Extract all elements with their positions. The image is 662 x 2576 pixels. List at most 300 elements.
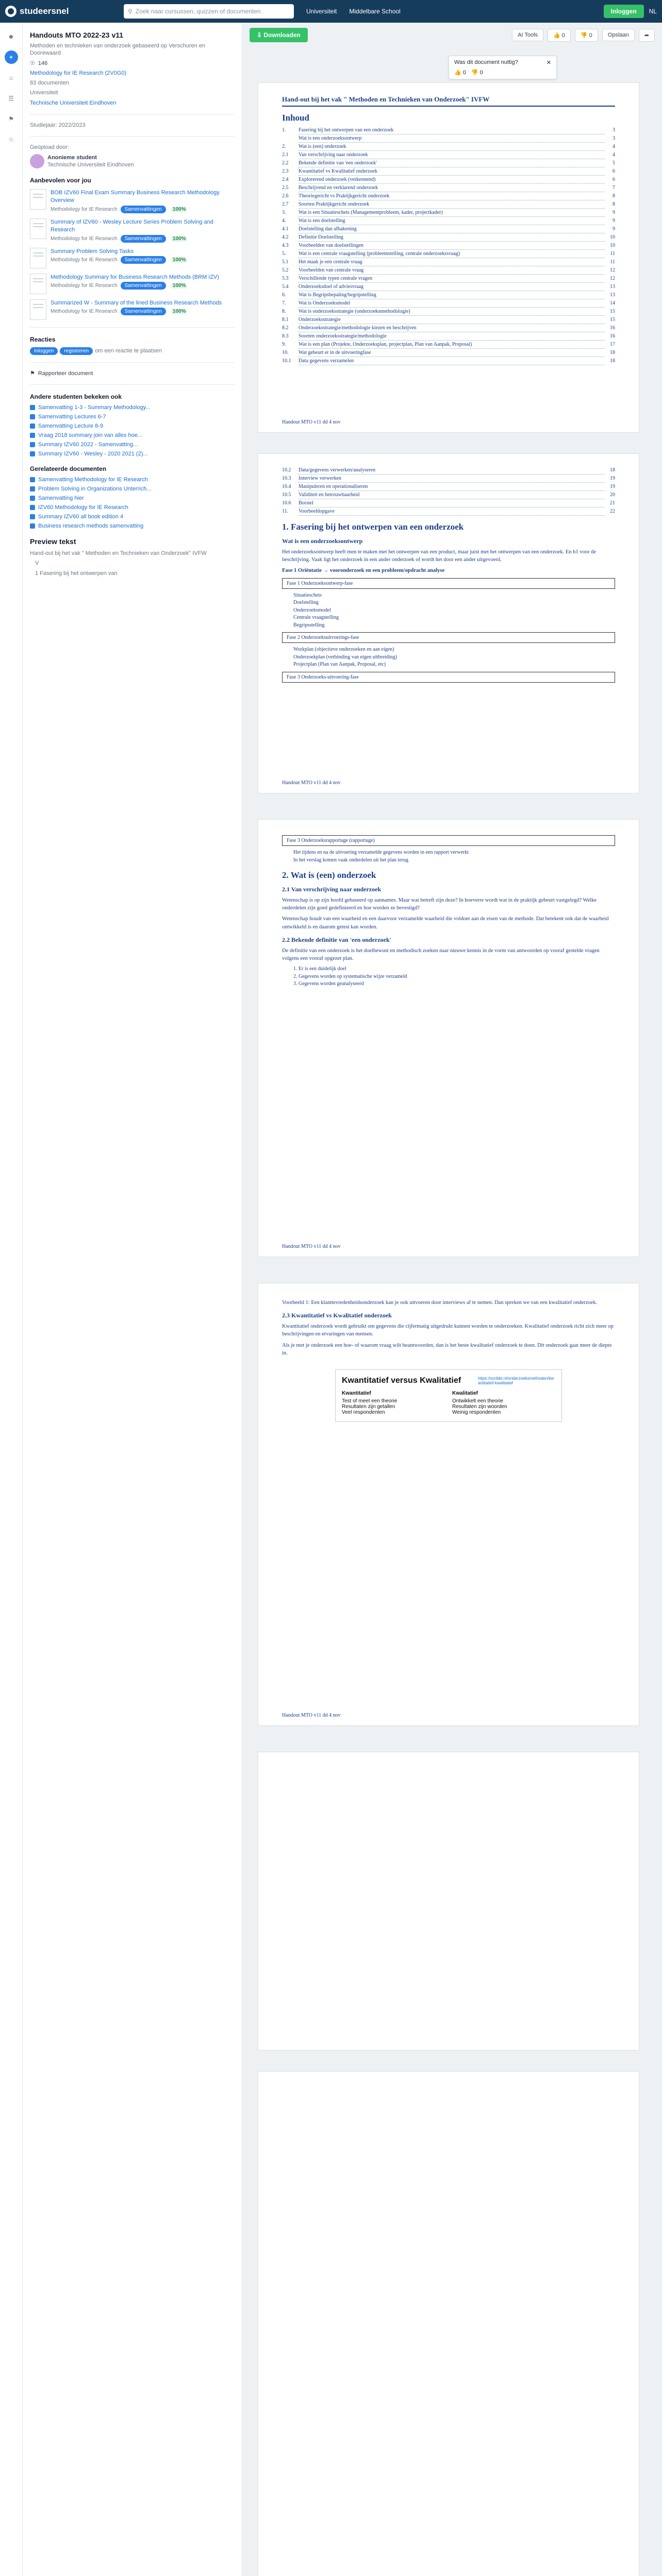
toc-page: 7 [613, 185, 615, 191]
recommended-rating: 100% [171, 309, 188, 314]
document-page-1 [258, 82, 639, 433]
toc-page: 13 [610, 292, 615, 298]
brand-logo[interactable] [5, 6, 119, 17]
avatar [30, 154, 44, 168]
recommended-course: Methodology for IE Research [51, 235, 118, 242]
toc-title: Kwantitatief vs Kwalitatief onderzoek [299, 167, 605, 176]
phase-item: Centrale vraagstelling [293, 615, 339, 621]
recommended-meta [51, 256, 187, 264]
document-icon [30, 442, 35, 447]
uploader [30, 154, 235, 169]
recommended-item[interactable] [30, 248, 235, 268]
toc-number [282, 134, 299, 143]
document-icon [30, 496, 35, 501]
phase-box: Fase 1 Onderzoeksontwerp-fase [282, 578, 615, 589]
phase-box: Fase 2 Onderzoeksuitvoerings-fase [282, 632, 615, 643]
star-icon[interactable]: ☆ [8, 136, 14, 143]
popup-dislike[interactable]: 👎 0 [471, 70, 483, 76]
toc-row[interactable] [282, 258, 615, 266]
study-year: Studiejaar: 2022/2023 [30, 122, 86, 129]
toc-row[interactable] [282, 283, 615, 291]
paragraph: Het onderzoeksontwerp heeft men te maken met het ontwerpen van een product, maar juist met het ontwerpen van een onderzoek. En h1 voor de beschrijving. Vaak ligt het onderzoek in een ander onderzoek of wordt het door een ander uitgevoerd. [282, 549, 597, 563]
list-item: 3. Gegevens worden geanalyseerd [293, 981, 364, 987]
toc-title: Borstel [299, 499, 605, 507]
toc-row[interactable] [282, 250, 615, 258]
share-button[interactable] [639, 29, 655, 42]
document-icon [30, 423, 35, 429]
other-doc-link[interactable] [30, 404, 235, 411]
document-page-4 [258, 1283, 639, 1726]
recommended-rating: 100% [171, 236, 188, 242]
preview-item: 1 Fasering bij het ontwerpen van [35, 570, 118, 577]
paragraph: Wetenschap houdt van een waarheid en een daarvoor verzamelde waarheid die voldoet aan de eisen van de methode. Dat betekent ook dat de waarheid ontwikkeld is en daarom getest kan worden. [282, 916, 609, 930]
paragraph: Wetenschap is op zijn hoofd gebaseerd op aannames. Maar wat betreft zijn deze? In hoeverre wordt wat in de praktijk gebeurt vastgelegd? Welke onderdelen zijn goed gedefinieerd en hoe worden ze bevestigd? [282, 897, 597, 911]
toc-page: 17 [610, 342, 615, 347]
toc-title: Fasering bij het ontwerpen van een onderzoek [299, 126, 605, 134]
figure-link[interactable]: https://scribbr.nl/onderzoeksmethoden/kwantitatief-kwalitatief [478, 1376, 554, 1386]
brand-name: studeersnel [20, 6, 69, 16]
page-footer: Handout MTO v11 dd 4 nov [282, 780, 341, 786]
toc-row[interactable] [282, 225, 615, 233]
toc-row[interactable] [282, 491, 615, 499]
toc-row[interactable] [282, 151, 615, 159]
toc-page: 14 [610, 300, 615, 306]
toc-page: 12 [610, 276, 615, 281]
toc-row[interactable] [282, 466, 615, 474]
course-docs: 83 documenten [30, 80, 69, 87]
subsection-heading: 2.2 Bekende definitie van 'een onderzoek' [282, 936, 391, 943]
toc-number: 5.4 [282, 284, 289, 290]
recommended-course: Methodology for IE Research [51, 257, 118, 263]
other-list [30, 404, 235, 457]
university-link[interactable]: Technische Universiteit Eindhoven [30, 99, 117, 106]
related-doc-link[interactable] [30, 504, 235, 511]
toc-row[interactable] [282, 324, 615, 332]
views-icon: ☉ [30, 60, 35, 66]
toc-number: 10.1 [282, 358, 291, 364]
document-icon [30, 451, 35, 456]
toc-title: Soorten Praktijkgericht onderzoek [299, 200, 605, 209]
close-icon[interactable]: ✕ [546, 60, 551, 66]
toc-page: 22 [610, 509, 615, 514]
toc-row[interactable] [282, 134, 615, 143]
toc-row[interactable] [282, 266, 615, 275]
related-doc-link-label: Summary IZV60 all book edition 4 [38, 513, 124, 520]
toc-number: 2.6 [282, 193, 289, 199]
column-item: Test of meet een theorie [342, 1398, 398, 1404]
toc-page: 15 [610, 309, 615, 314]
column-heading: Kwalitatief [452, 1391, 478, 1397]
section-heading: 2. Wat is (een) onderzoek [282, 870, 376, 880]
recommended-meta [51, 308, 222, 315]
toc-page: 19 [610, 476, 615, 481]
toc-title: Soorten onderzoeksstrategie/methodologie [299, 332, 605, 341]
document-thumbnail [30, 299, 46, 320]
related-doc-link[interactable] [30, 523, 235, 529]
toc-row[interactable] [282, 167, 615, 176]
toc-page: 16 [610, 325, 615, 331]
document-page-5 [258, 2071, 639, 2576]
toc-row[interactable] [282, 299, 615, 308]
document-icon [30, 405, 35, 410]
preview-text: Hand-out bij het vak " Methoden en Technieken van Onderzoek" IVFW [30, 550, 207, 556]
toc-row[interactable] [282, 192, 615, 200]
helpful-popup [449, 56, 557, 79]
recommended-title[interactable]: Summary Problem Solving Tasks [51, 248, 134, 255]
phase-1: Fase 1 Oriëntatie → vooronderzoek en een probleem/opdracht analyse [282, 568, 445, 574]
toc-number: 2. [282, 144, 286, 149]
other-doc-link[interactable] [30, 423, 235, 429]
toc-number: 7. [282, 300, 286, 306]
related-doc-link-label: Samenvatting hier [38, 495, 84, 501]
toc-row[interactable] [282, 242, 615, 250]
add-icon[interactable]: + [5, 50, 18, 64]
toc-number: 8.3 [282, 333, 289, 339]
toc-title: Onderzoeksdoel of adviesvraag [299, 283, 605, 291]
paragraph: Voorbeeld 1: Een klanttevredenheidsonderzoek kan je ook uitvoeren door interviews af te nemen. Dan spreken we van een kwalitatief onderzoek. [282, 1300, 598, 1306]
phase-item: Workplan (objectieve onderzoeken en aan eigen) [293, 647, 394, 653]
toc-row[interactable] [282, 275, 615, 283]
page-footer: Handout MTO v11 dd 4 nov [282, 1713, 341, 1718]
nav-high-school[interactable]: Middelbare School [349, 8, 401, 15]
recommended-rating: 100% [171, 257, 188, 263]
document-icon [30, 523, 35, 529]
top-bar [0, 0, 662, 23]
uploader-name: Anonieme student [47, 154, 97, 161]
toc-row[interactable] [282, 184, 615, 192]
popup-question: Was dit document nuttig? [454, 59, 518, 65]
table-of-contents-continued [282, 466, 615, 516]
toc-title: Data/gegevens verwerken/analyseren [299, 466, 605, 474]
toc-page: 6 [613, 168, 615, 174]
document-thumbnail [30, 274, 46, 294]
toc-title: Voorbeelden van centrale vraag [299, 266, 605, 275]
toc-title: Wat is een centrale vraagstelling (probleemstelling, centrale onderzoeksvraag) [299, 250, 605, 258]
related-heading: Gerelateerde documenten [30, 465, 107, 472]
thumbs-down-icon: 👎 [471, 70, 480, 76]
phase-item: Projectplan (Plan van Aanpak, Proposal, etc) [293, 662, 386, 668]
page-footer: Handout MTO v11 dd 4 nov [282, 1244, 341, 1249]
toc-row[interactable] [282, 507, 615, 516]
popup-like[interactable]: 👍 0 [454, 70, 466, 76]
recommended-item[interactable] [30, 299, 235, 320]
profile-icon[interactable]: ☻ [8, 33, 14, 40]
toc-title: Verschillende typen centrale vragen [299, 275, 605, 283]
toc-title: Wat gebeurt er in de uitvoeringfase [299, 349, 605, 357]
toc-row[interactable] [282, 217, 615, 225]
bullet: In het verslag komen vaak onderdelen uit het plan terug [293, 857, 408, 863]
reactions-note: om een reactie te plaatsen [95, 347, 162, 354]
report-button[interactable]: ⚑ Rapporteer document [30, 370, 93, 377]
bullet: Het tijdens en na de uitvoering verzamelde gegevens worden in een rapport verwerkt [293, 850, 469, 855]
other-doc-link-label: Vraag 2018 summary join van alles hoe... [38, 432, 142, 438]
ad-slot [258, 1752, 639, 2050]
recommended-tag: Samenvattingen [121, 282, 166, 290]
document-thumbnail [30, 189, 46, 210]
flag-icon: ⚑ [30, 370, 35, 377]
toc-row[interactable] [282, 159, 615, 167]
related-doc-link[interactable] [30, 495, 235, 501]
ai-tools-button[interactable]: AI Tools [512, 29, 543, 41]
thumbs-up-icon: 👍 [454, 70, 463, 76]
toc-title: Bekende definitie van 'een onderzoek' [299, 159, 605, 167]
document-icon [30, 514, 35, 519]
toc-title: Onderzoeksstrategie/methodologie kiezen en beschrijven [299, 324, 605, 332]
paragraph: Kwantitatief onderzoek wordt gebruikt om gegevens die cijfermatig uitgedrukt kunnen worden te onderzoeken. Kwalitatief onderzoek richt zich meer op beschrijvingen en ervaringen van mensen. [282, 1324, 614, 1337]
toc-page: 5 [613, 160, 615, 166]
toc-row[interactable] [282, 357, 615, 365]
nav-university[interactable]: Universiteit [306, 8, 337, 15]
recommended-item[interactable] [30, 189, 235, 213]
toc-row[interactable] [282, 341, 615, 349]
book-icon[interactable]: ☰ [8, 95, 14, 102]
toc-number: 6. [282, 292, 286, 298]
paragraph: Als je met je onderzoek een hoe- of waarom vraag wilt beantwoorden, dan is het beste kwalitatief onderzoek te doen. Dit onderzoek gaat meer de diepte in. [282, 1342, 612, 1356]
recommended-meta [51, 235, 235, 243]
document-page-2 [258, 453, 639, 793]
toc-row[interactable] [282, 291, 615, 299]
recommended-meta [51, 282, 219, 290]
subsection-heading: 2.1 Van verschrijving naar onderzoek [282, 886, 382, 893]
toc-title: Beschrijvend en verklarend onderzoek [299, 184, 605, 192]
toc-number: 2.5 [282, 185, 289, 191]
other-heading: Andere studenten bekeken ook [30, 393, 122, 400]
recommended-course: Methodology for IE Research [51, 309, 118, 315]
preview-heading: Preview tekst [30, 537, 76, 546]
other-doc-link-label: Samenvatting Lectures 6-7 [38, 413, 106, 420]
toc-row[interactable] [282, 332, 615, 341]
recommended-tag: Samenvattingen [121, 256, 166, 264]
toc-row[interactable] [282, 143, 615, 151]
document-page-3 [258, 819, 639, 1257]
related-doc-link-label: Business research methods samenvatting [38, 522, 144, 529]
language-selector[interactable]: NL [649, 8, 657, 15]
save-button[interactable]: Opslaan [602, 29, 635, 41]
download-button[interactable]: ⇩ Downloaden [250, 28, 308, 42]
recommended-meta [51, 206, 235, 213]
dislike-button[interactable]: 👎 0 [575, 29, 598, 42]
register-tag[interactable]: registreren [60, 347, 93, 355]
reactions [30, 347, 235, 355]
toc-row[interactable] [282, 483, 615, 491]
reactions-heading: Reacties [30, 335, 56, 343]
toc-number: 10.5 [282, 492, 291, 498]
toc-title: Onderzoeksstrategie [299, 316, 605, 324]
toc-title: Wat is een Situatieschets (Managementprobleem, kader, projectkader) [299, 209, 605, 217]
phase-item: Doelstelling [293, 600, 319, 606]
toc-row[interactable] [282, 349, 615, 357]
login-tag[interactable]: Inloggen [30, 347, 58, 355]
toc-row[interactable] [282, 126, 615, 134]
toc-number: 4.3 [282, 243, 289, 248]
logo-icon [5, 6, 16, 17]
recommended-item[interactable] [30, 218, 235, 243]
toc-title: Voorbeeldopgave [299, 507, 605, 516]
preview-v: V [35, 560, 39, 567]
document-title: Handouts MTO 2022-23 v11 [30, 31, 124, 39]
toc-page: 18 [610, 467, 615, 473]
toc-page: 9 [613, 226, 615, 232]
toc-page: 15 [610, 317, 615, 323]
toc-number: 11. [282, 509, 289, 514]
toc-number: 10.4 [282, 484, 291, 489]
toc-row[interactable] [282, 308, 615, 316]
toc-title: Explorerend onderzoek (verkennend) [299, 176, 605, 184]
toc-row[interactable] [282, 176, 615, 184]
toc-title: Wat is onderzoeksstrategie (onderzoeksmethodologie) [299, 308, 605, 316]
subsection-heading: 2.3 Kwantitatief vs Kwalitatief onderzoek [282, 1312, 392, 1319]
like-button[interactable]: 👍 0 [548, 29, 571, 42]
toc-row[interactable] [282, 209, 615, 217]
phase-item: Begripsstelling [293, 622, 325, 628]
document-icon [30, 477, 35, 482]
toc-number: 4.1 [282, 226, 289, 232]
document-thumbnail [30, 218, 46, 239]
document-icon [30, 414, 35, 419]
toc-row[interactable] [282, 200, 615, 209]
recommended-list [30, 189, 235, 319]
toc-number: 10. [282, 350, 289, 355]
paragraph: De definitie van een onderzoek is het doelbewust en methodisch zoeken naar nieuwe kennis in de vorm van antwoorden op vooraf gestelde vragen volgens een vooraf opgezet plan. [282, 947, 600, 962]
toc-page: 6 [613, 177, 615, 182]
toc-title: Wat is een onderzoeksontwerp [299, 134, 605, 143]
list-item: 2. Gegevens worden op systematische wijze verzameld [293, 973, 407, 979]
toc-page: 3 [613, 135, 615, 141]
toc-number: 5.1 [282, 259, 289, 265]
recommended-title[interactable]: Summarized W - Summary of the lined Business Research Methods [51, 299, 222, 306]
document-icon [30, 433, 35, 438]
toc-number: 5. [282, 251, 286, 257]
toc-page: 11 [610, 259, 615, 265]
column-item: Veel respondenten [342, 1410, 385, 1416]
toc-page: 21 [610, 500, 615, 506]
toc-page: 18 [610, 350, 615, 355]
toc-number: 10.3 [282, 476, 291, 481]
toc-number: 1. [282, 127, 286, 133]
related-doc-link[interactable] [30, 486, 235, 492]
other-doc-link-label: Summary IZV60 - Wesley - 2020 2021 (2)... [38, 450, 148, 457]
toc-title: Het maak je een centrale vraag [299, 258, 605, 266]
figure-title: Kwantitatief versus Kwalitatief [342, 1376, 461, 1385]
search-input[interactable] [124, 4, 294, 19]
toc-number: 2.7 [282, 201, 289, 207]
subsection-heading: Wat is een onderzoeksontwerp [282, 537, 363, 545]
home-icon[interactable]: ⌂ [9, 74, 13, 81]
toc-title: Theoriegericht vs Praktijkgericht onderzoek [299, 192, 605, 200]
search-placeholder: Zoek naar cursussen, quizzen of documenten [135, 8, 261, 15]
toc-number: 8.1 [282, 317, 289, 323]
toc-title: Doelstelling dan afbakening [299, 225, 605, 233]
recommended-rating: 100% [171, 207, 188, 212]
phase-box: Fase 3 Onderzoeksrapportage (rapportage) [282, 835, 615, 846]
document-icon [30, 486, 35, 492]
toc-number: 2.4 [282, 177, 289, 182]
related-doc-link-label: IZV60 Methodology for IE Research [38, 504, 128, 511]
toc-number: 4. [282, 218, 286, 224]
toc-title: Data gegevens verzamelen [299, 357, 605, 365]
related-doc-link[interactable] [30, 514, 235, 520]
recommended-heading: Aanbevolen voor jou [30, 177, 91, 184]
toc-number: 9. [282, 342, 286, 347]
toc-row[interactable] [282, 474, 615, 483]
toc-number: 3. [282, 210, 286, 215]
toc-page: 12 [610, 267, 615, 273]
course-link[interactable]: Methodology for IE Research (2V0G0) [30, 70, 127, 76]
toc-page: 9 [613, 218, 615, 224]
toc-page: 20 [610, 492, 615, 498]
other-doc-link[interactable] [30, 451, 235, 457]
list-item: 1. Er is een duidelijk doel [293, 966, 346, 972]
toc-title: Definitie Doelstelling [299, 233, 605, 242]
section-heading: 1. Fasering bij het ontwerpen van een onderzoek [282, 522, 464, 532]
toc-title: Voorbeelden van doelstellingen [299, 242, 605, 250]
phase-item: Onderzoekplan (verbinding van eigen uitbreiding) [293, 654, 398, 660]
toc-title: Validiteit en betrouwbaarheid [299, 491, 605, 499]
toc-page: 9 [613, 210, 615, 215]
toc-number: 4.2 [282, 234, 289, 240]
recommended-item[interactable] [30, 274, 235, 294]
phase-items [282, 646, 615, 669]
recommended-tag: Samenvattingen [121, 308, 166, 315]
other-doc-link-label: Samenvatting Lecture 8-9 [38, 422, 103, 429]
toc-number: 10.2 [282, 467, 291, 473]
document-subtitle: Methoden en technieken van onderzoek gebaseerd op Verschuren en Doorewaard [30, 43, 206, 57]
recommended-title[interactable]: Methodology Summary for Business Research Methods (BRM IZV) [51, 274, 220, 280]
recommended-title[interactable]: Summary of IZV60 - Wesley Lecture Series Problem Solving and Research [51, 218, 213, 233]
share-icon: ➦ [644, 32, 649, 39]
document-thumbnail [30, 248, 46, 268]
other-doc-link[interactable] [30, 414, 235, 420]
toc-number: 5.3 [282, 276, 289, 281]
toc-number: 8.2 [282, 325, 289, 331]
toc-row[interactable] [282, 499, 615, 507]
toc-page: 11 [610, 251, 615, 257]
toc-title: Wat is een doelstelling [299, 217, 605, 225]
toc-number: 5.2 [282, 267, 289, 273]
other-doc-link[interactable] [30, 442, 235, 448]
related-doc-link-label: Samenvatting Methodology for IE Research [38, 476, 148, 483]
toc-page: 8 [613, 193, 615, 199]
school-icon[interactable]: ⚑ [8, 115, 14, 123]
toc-page: 8 [613, 201, 615, 207]
toc-number: 2.3 [282, 168, 289, 174]
recommended-course: Methodology for IE Research [51, 283, 118, 289]
login-button[interactable]: Inloggen [604, 5, 644, 18]
toc-row[interactable] [282, 316, 615, 324]
recommended-course: Methodology for IE Research [51, 206, 118, 212]
download-icon: ⇩ [257, 31, 264, 39]
other-doc-link-label: Samenvatting 1-3 - Summary Methodology... [38, 404, 151, 411]
other-doc-link[interactable] [30, 432, 235, 438]
left-rail [0, 23, 23, 2576]
toc-row[interactable] [282, 233, 615, 242]
column-item: Resultaten zijn getallen [342, 1404, 395, 1410]
page-header: Hand-out bij het vak " Methoden en Technieken van Onderzoek" IVFW [282, 95, 615, 107]
document-icon [30, 505, 35, 510]
recommended-title[interactable]: BOB IZV60 Final Exam Summary Business Research Methodology Overview [51, 190, 220, 204]
related-doc-link-label: Problem Solving in Organizations Unterrich... [38, 485, 152, 492]
phase-items [282, 592, 615, 630]
toc-number: 2.1 [282, 152, 289, 158]
toc-page: 18 [610, 358, 615, 364]
related-doc-link[interactable] [30, 477, 235, 483]
uploader-university: Technische Universiteit Eindhoven [47, 161, 134, 168]
recommended-tag: Samenvattingen [121, 235, 166, 243]
recommended-rating: 100% [171, 283, 188, 289]
document-sidebar [23, 23, 242, 2576]
other-doc-link-label: Summary IZV60 2022 - Samenvatting... [38, 441, 138, 448]
toc-heading: Inhoud [282, 113, 309, 123]
